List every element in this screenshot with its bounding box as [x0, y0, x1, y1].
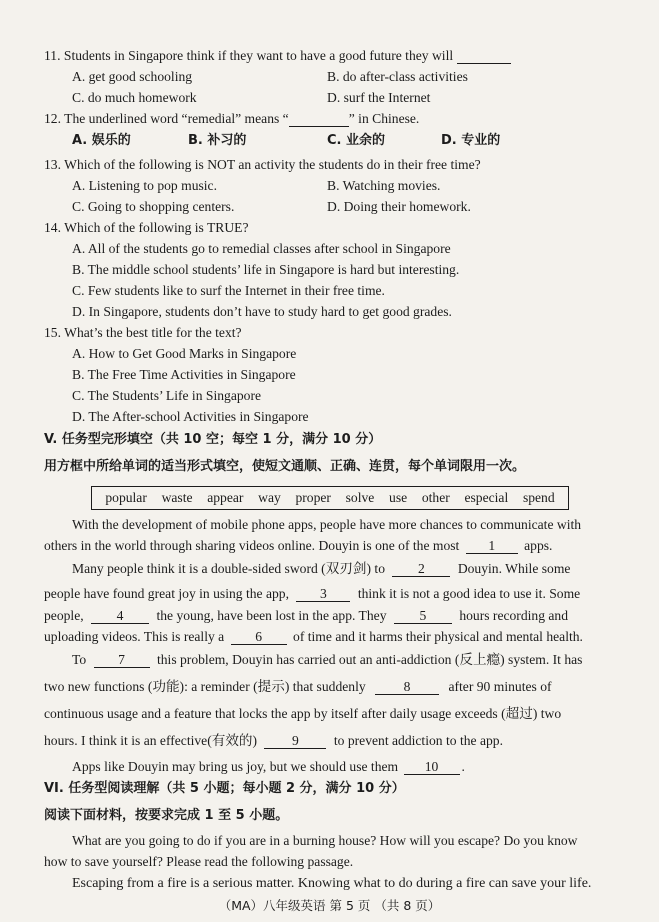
passage-text: of time and it harms their physical and mental health. [293, 629, 583, 644]
passage-text: after 90 minutes of [448, 679, 552, 694]
blank-1: 1 [466, 539, 518, 554]
blank-4: 4 [91, 609, 149, 624]
q12-option-c: C. 业余的 [327, 133, 386, 148]
passage-p1-line2 [44, 538, 552, 554]
passage-text: the young, have been lost in the app. They [156, 608, 387, 623]
q14-stem: 14. Which of the following is TRUE? [44, 220, 249, 235]
passage-text: Apps like Douyin may bring us joy, but we should use them [72, 759, 399, 774]
passage-text: people, [44, 608, 84, 623]
word-spend: spend [522, 490, 555, 505]
word-waste: waste [161, 490, 193, 505]
q15-option-c: C. The Students’ Life in Singapore [72, 388, 262, 403]
q11-blank [457, 49, 511, 64]
passage-p3-line3: continuous usage and a feature that locks the app by itself after daily usage exceeds (超过) two [44, 706, 562, 721]
passage-text: apps. [524, 538, 553, 553]
word-especial: especial [464, 490, 509, 505]
passage-text: two new functions (功能): a reminder (提示) that suddenly [44, 679, 366, 694]
q13-option-d: D. Doing their homework. [327, 199, 471, 214]
passage-p1-line1: With the development of mobile phone apps, people have more chances to communicate with [72, 517, 582, 532]
q13-option-a: A. Listening to pop music. [72, 178, 217, 193]
passage-p2-line1 [72, 561, 570, 577]
section6-instruction: 阅读下面材料，按要求完成 1 至 5 小题。 [44, 808, 289, 823]
q13-option-c: C. Going to shopping centers. [72, 199, 235, 214]
passage-text: others in the world through sharing videos online. Douyin is one of the most [44, 538, 460, 553]
passage-p3-line4 [44, 733, 503, 749]
blank-9: 9 [264, 734, 326, 749]
passage-text: people have found great joy in using the app, [44, 586, 289, 601]
q12-stem-post: ” in Chinese. [348, 111, 420, 126]
q11-stem [44, 48, 511, 64]
section6-p2-line1: Escaping from a fire is a serious matter. Knowing what to do during a fire can save your life. [72, 876, 592, 891]
word-solve: solve [345, 490, 375, 505]
page-footer: （MA）八年级英语 第 5 页 （共 8 页） [218, 898, 441, 913]
q12-option-a: A. 娱乐的 [72, 133, 131, 148]
blank-6: 6 [231, 630, 287, 645]
blank-5: 5 [394, 609, 452, 624]
section6-heading: VI. 任务型阅读理解（共 5 小题；每小题 2 分，满分 10 分） [44, 781, 405, 796]
word-popular: popular [105, 490, 147, 505]
q11-option-a: A. get good schooling [72, 69, 193, 84]
blank-10: 10 [404, 760, 460, 775]
q14-option-c: C. Few students like to surf the Internet in their free time. [72, 283, 385, 298]
passage-p2-line4 [44, 629, 583, 645]
word-proper: proper [295, 490, 331, 505]
q11-option-d: D. surf the Internet [327, 90, 431, 105]
q14-option-b: B. The middle school students’ life in Singapore is hard but interesting. [72, 262, 460, 277]
passage-text: hours. I think it is an effective(有效的) [44, 733, 258, 748]
q12-option-d: D. 专业的 [441, 133, 501, 148]
q12-option-b: B. 补习的 [188, 133, 247, 148]
passage-text: . [461, 759, 465, 774]
passage-text: Douyin. While some [457, 561, 571, 576]
word-way: way [258, 490, 281, 505]
word-appear: appear [207, 490, 244, 505]
passage-text: think it is not a good idea to use it. Some [357, 586, 581, 601]
passage-p2-line2 [44, 586, 580, 602]
q15-option-d: D. The After-school Activities in Singapore [72, 409, 309, 424]
q13-stem: 13. Which of the following is NOT an activity the students do in their free time? [44, 157, 481, 172]
q11-stem-text: 11. Students in Singapore think if they want to have a good future they will [44, 48, 454, 63]
blank-3: 3 [296, 587, 350, 602]
section5-heading: V. 任务型完形填空（共 10 空；每空 1 分，满分 10 分） [44, 432, 382, 447]
blank-7: 7 [94, 653, 150, 668]
q11-option-c: C. do much homework [72, 90, 197, 105]
q12-stem [44, 111, 419, 127]
q15-option-b: B. The Free Time Activities in Singapore [72, 367, 296, 382]
section6-p1-line1: What are you going to do if you are in a burning house? How will you escape? Do you know [72, 833, 578, 848]
passage-text: Many people think it is a double-sided sword (双刃剑) to [72, 561, 385, 576]
passage-text: To [72, 652, 87, 667]
q15-stem: 15. What’s the best title for the text? [44, 325, 242, 340]
passage-p2-line3 [44, 608, 568, 624]
word-other: other [421, 490, 450, 505]
q15-option-a: A. How to Get Good Marks in Singapore [72, 346, 297, 361]
q12-blank [289, 112, 349, 127]
q14-option-d: D. In Singapore, students don’t have to study hard to get good grades. [72, 304, 452, 319]
blank-2: 2 [392, 562, 450, 577]
passage-p3-line1 [72, 652, 582, 668]
q11-option-b: B. do after-class activities [327, 69, 468, 84]
passage-p4 [72, 759, 465, 775]
word-box [91, 486, 569, 510]
q14-option-a: A. All of the students go to remedial classes after school in Singapore [72, 241, 451, 256]
passage-p3-line2 [44, 679, 552, 695]
passage-text: hours recording and [459, 608, 569, 623]
word-use: use [389, 490, 408, 505]
passage-text: uploading videos. This is really a [44, 629, 225, 644]
passage-text: this problem, Douyin has carried out an anti-addiction (反上瘾) system. It has [156, 652, 583, 667]
section5-instruction: 用方框中所给单词的适当形式填空，使短文通顺、正确、连贯，每个单词限用一次。 [44, 459, 526, 474]
q13-option-b: B. Watching movies. [327, 178, 441, 193]
blank-8: 8 [375, 680, 439, 695]
passage-text: to prevent addiction to the app. [333, 733, 503, 748]
q12-stem-pre: 12. The underlined word “remedial” means “ [44, 111, 289, 126]
section6-p1-line2: how to save yourself? Please read the following passage. [44, 854, 354, 869]
